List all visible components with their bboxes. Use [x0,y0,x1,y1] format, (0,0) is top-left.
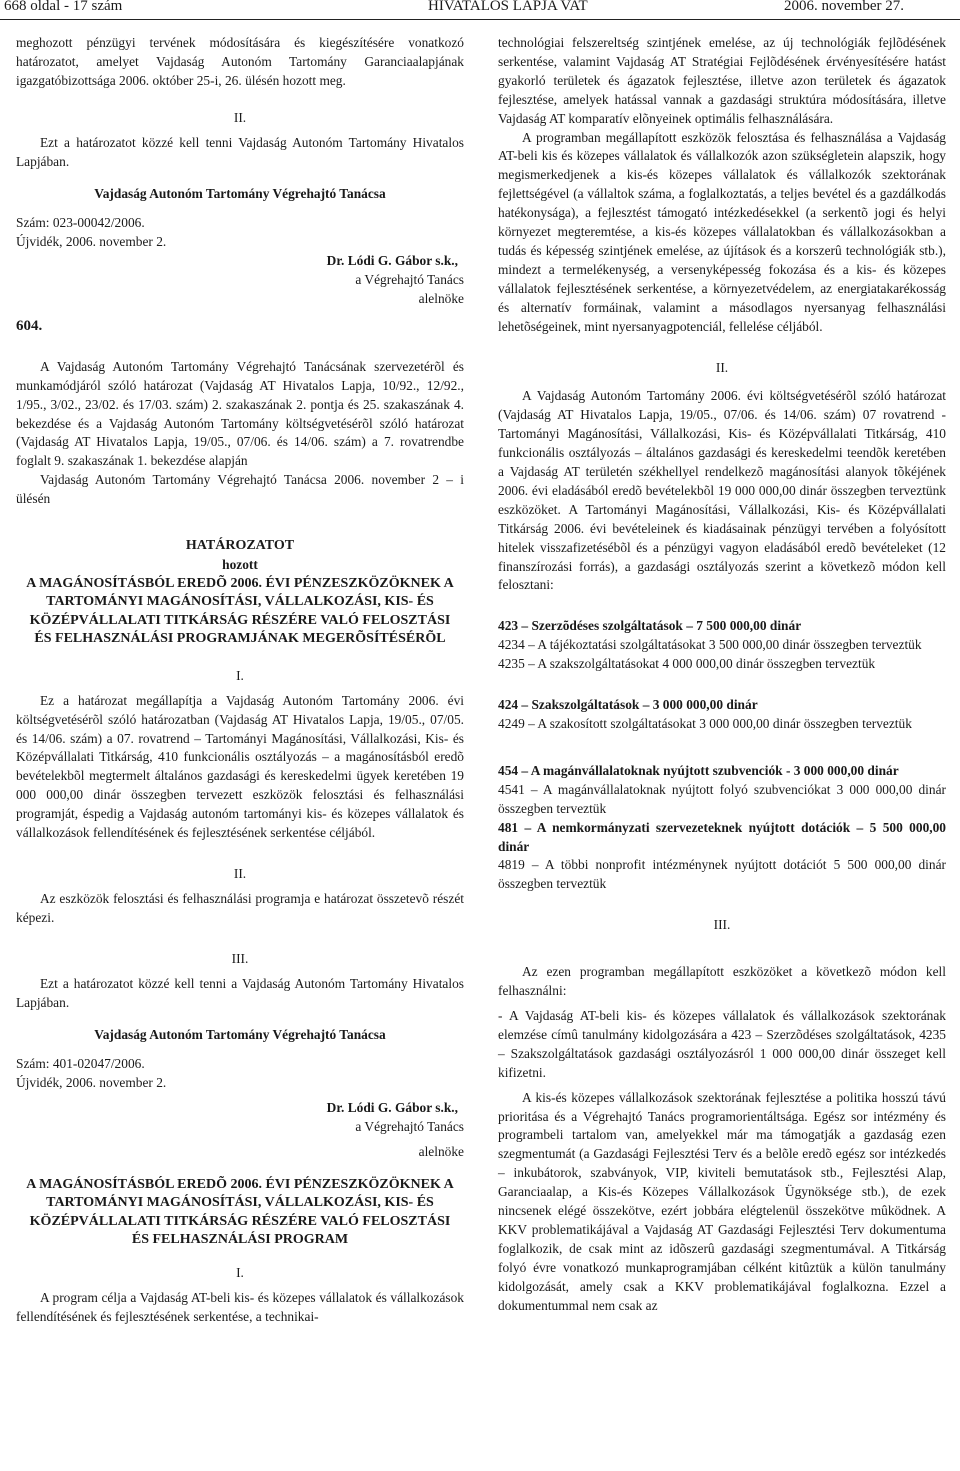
signer-name: Dr. Lódi G. Gábor s.k., [326,1100,458,1116]
account-line-4819: 4819 – A többi nonprofit intézménynek nyújtott dotációt 5 500 000,00 dinár összegben terveztük [498,857,946,892]
publication-notice: Ezt a határozatot közzé kell tenni a Vajdaság Autonóm Tartomány Hivatalos Lapjában. [16,975,464,1010]
account-line-4235: 4235 – A szakszolgáltatásokat 4 000 000,00 dinár összegben terveztük [498,656,876,672]
section-i-text: Ez a határozat megállapítja a Vajdaság Autonóm Tartomány 2006. évi költségvetésérõl szóló határozatban (Vajdaság AT Hivatalos Lapja, 19/05., 07/05. és 14/06. szám) a 07. rovatrend – Tartományi Magánosítási, Vállalkozási, Kis- és Középvállalati Titkárság, 410 funkcionális osztályozás – a magánosításból eredõ bevételekbõl megtermelt általános gazdasági és kereskedelmi ügyek keretében 19 000 000,00 dinár összegben tervezett eszközök felosztási és felhasználási programját, éspedig a Vajdaság autonóm tartományi kis- és közepes vállalatok és vállalkozások fellendítésének és fejlesztésének serkentése céljából. [16,692,464,841]
place-date: Újvidék, 2006. november 2. [16,234,167,250]
page-header [0,0,960,20]
page-number: 668 oldal - 17 szám [4,0,123,14]
section-heading: II. [715,359,729,375]
paragraph: technológiai felszereltség szintjének emelése, az új technológiák fejlõdésének serkentése, valamint Vajdaság AT Stratégiai Fejlõdésének érvényesítésére hatást gyakorló területek és ágazatok fejlesztése, illetve azon területek és ágazatok fejlesztése, amelyek hatással vannak a gazdasági struktúra módosítására, illetve Vajdaság AT komparatív elõnyeinek optimális felhasználására. [498,35,946,126]
issuing-body: Vajdaság Autonóm Tartomány Végrehajtó Tanácsa [94,186,386,202]
signer-title: alelnöke [418,1143,464,1159]
left-column [16,34,464,1327]
issuing-body: Vajdaság Autonóm Tartomány Végrehajtó Tanácsa [94,1027,386,1043]
right-column [498,34,946,1315]
decision-title: A MAGÁNOSÍTÁSBÓL EREDÕ 2006. ÉVI PÉNZESZKÖZÖKNEK A TARTOMÁNYI MAGÁNOSÍTÁSI, VÁLLALKOZÁSI, KIS- ÉS KÖZÉPVÁLLALATI TITKÁRSÁG RÉSZÉRE VALÓ FELOSZTÁSI ÉS FELHASZNÁLÁSI PROGRAMJÁNAK MEGERÕSÍTÉSÉRÕL [26,575,454,647]
account-line-4249: 4249 – A szakosított szolgáltatásokat 3 000 000,00 dinár összegben terveztük [498,716,912,731]
publication-title: HIVATALOS LAPJA VAT [428,0,588,14]
section-ii-text: Az eszközök felosztási és felhasználási programja e határozat összetevõ részét képezi. [16,890,464,925]
decision-word: HATÁROZATOT [185,538,295,554]
reference-number: Szám: 023-00042/2006. [16,215,145,231]
item-number: 604. [16,317,43,334]
publication-notice: Ezt a határozatot közzé kell tenni Vajdaság Autonóm Tartomány Hivatalos Lapjában. [16,134,464,169]
intro-paragraph: meghozott pénzügyi tervének módosítására és kiegészítésére vonatkozó határozatot, amelyet Vajdaság Autonóm Tartomány Garanciaalapjának igazgatóbizottsága 2006. október 25-i, 26. ülésén hozott meg. [16,35,464,88]
signer-role: a Végrehajtó Tanács [355,1119,464,1135]
account-heading-481: 481 – A nemkormányzati szervezeteknek nyújtott dotációk – 5 500 000,00 dinár [498,819,946,854]
signer-role: a Végrehajtó Tanács [355,272,464,288]
section-heading: III. [713,917,731,933]
preamble-paragraph: A Vajdaság Autonóm Tartomány Végrehajtó Tanácsának szervezetérõl és munkamódjáról szóló határozat (Vajdaság AT Hivatalos Lapja, 10/92., 12/92., 1/95., 3/02., 23/02. és 17/03. szám) 2. szakaszának 2. pontja és 25. szakaszának 4. bekezdése és a Vajdaság Autonóm Tartomány költségvetésérõl szóló határozat (Vajdaság AT Hivatalos Lapja, 19/05., 07/06. és 14/06. szám) a 7. rovatrendbe foglalt 9. szakaszának 1. bekezdése alapján [16,358,464,469]
account-line-4234: 4234 – A tájékoztatási szolgáltatásokat 3 500 000,00 dinár összegben terveztük [498,637,922,653]
paragraph: A Vajdaság Autonóm Tartomány 2006. évi költségvetésérõl szóló határozat (Vajdaság AT Hivatalos Lapja, 19/05., 07/06. és 14/06. szám) 07 rovatrend - Tartományi Magánosítási, Vállalkozási, Kis- és Középvállalati Titkárság, 410 funkcionális osztályozás – általános gazdasági és kereskedelmi teendõk keretében a Vajdaság AT területén székhellyel rendelkezõ magánosítási alanyok tõkéjének 2006. évi eladásából eredõ bevételekbõl 19 000 000,00 dinár összegben terveztünk eszközöket. A Tartományi Magánosítási, Vállalkozási, Kis- és Középvállalati Titkárság 2006. évi bevételeinek és kiadásainak pénzügyi tervében a folyósított hitelek visszafizetésébõl és a pénzügyi vagyon eladásából eredõ bevételeket (12 finanszírozási forrás), a gazdasági osztályozás szerint a következõ módon kell felosztani: [498,388,946,593]
account-heading-424: 424 – Szakszolgáltatások – 3 000 000,00 dinár [498,697,758,713]
paragraph: - A Vajdaság AT-beli kis- és közepes vállalatok és vállalkozások szektorának elemzése címû tanulmány kidolgozására a 423 – Szerzõdéses szolgáltatások, 4235 – Szakszolgáltatások gazdasági osztályozásról 1 000 000,00 dinár összeget kell kifizetni. [498,1007,946,1080]
section-heading: III. [231,950,249,966]
account-heading-454: 454 – A magánvállalatoknak nyújtott szubvenciók - 3 000 000,00 dinár [498,762,899,778]
preamble-continuation: Vajdaság Autonóm Tartomány Végrehajtó Tanácsa 2006. november 2 – i ülésén [16,472,464,507]
account-heading-423: 423 – Szerzõdéses szolgáltatások – 7 500 000,00 dinár [498,618,802,634]
paragraph: A programban megállapított eszközök felosztása és felhasználása a Vajdaság AT-beli kis és közepes vállalatok és vállalkozók azon szükségletein alapszik, hogy megismerkedjenek a kis-és közepes vállalatok és vállalkozók szektorának fejlettségével (a vállaltok száma, a foglalkoztatás, a teljes bevétel és a gazdálkodás hatékonysága), a fejlesztést támogató intézkedésekkel (a serkentõ jogi és helyi környezet megteremtése, a kis-és közepes vállalatokban és vállalkozásokban a tudás és képesség szintjének emelése, az újítások és a korszerû technológiák stb.), mindezt a termelékenység, a versenyképesség fokozása és a kis- és közepes vállalatok fejlesztésének serkentése, a környezetvédelem, az energiatakarékosság és alternatív formáinak, valamint a másodlagos nyersanyag felhasználási lehetõségeinek, mint nyersanyagpotenciál, fellelése céljából. [498,129,946,334]
paragraph: A kis-és közepes vállalkozások szektorának fejlesztése a politika hosszú távú prioritása és a Végrehajtó Tanács programorientáltsága. Egész sor intézmény és programbeli tartalom van, amelyekkel már ma támogatják a gazdaság ezen szegmentumát (a Gazdasági Fejlesztési Terv és a belõle eredõ egész sor intézkedés – inkubátorok, szabványok, VIP, kiviteli bemutatások stb., Fejlesztési Alap, Garanciaalap, a Kis-és Közepes Vállalkozások Ügynöksége stb.), de ezek nincsenek elégé összekötve, ezért jobbára elégtelenül összekötve mûködnek. A KKV problematikájával a Vajdaság AT Gazdasági Fejlesztési Terv dokumentuma foglalkozik, de csak mint az idõszerû gazdasági szegmentumával. A Titkárság folyó évre vonatkozó munkaprogramjában célként kitûztük a külön tanulmány kidolgozását, amely csak a KKV problematikájával foglalkozna. Ezzel a dokumentummal nem csak az [498,1089,946,1313]
section-heading: I. [236,1264,244,1280]
signer-title: alelnöke [418,290,464,306]
reference-number: Szám: 401-02047/2006. [16,1056,145,1072]
place-date: Újvidék, 2006. november 2. [16,1075,167,1091]
decision-hozott: hozott [222,556,258,572]
paragraph: Az ezen programban megállapított eszközöket a következõ módon kell felhasználni: [498,964,946,999]
section-heading: II. [233,866,247,881]
issue-date: 2006. november 27. [784,0,904,14]
signer-name: Dr. Lódi G. Gábor s.k., [326,253,458,269]
account-line-4541: 4541 – A magánvállalatoknak nyújtott folyó szubvenciókat 3 000 000,00 dinár összegben terveztük [498,781,946,816]
section-heading: II. [233,109,247,125]
program-title: A MAGÁNOSÍTÁSBÓL EREDÕ 2006. ÉVI PÉNZESZKÖZÖKNEK A TARTOMÁNYI MAGÁNOSÍTÁSI, VÁLLALKOZÁSI, KIS- ÉS KÖZÉPVÁLLALATI TITKÁRSÁG RÉSZÉRE VALÓ FELOSZTÁSI ÉS FELHASZNÁLÁSI PROGRAM [26,1176,454,1248]
program-section-i-text: A program célja a Vajdaság AT-beli kis- és közepes vállalatok és vállalkozások fellendítésének és fejlesztésének serkentése, a technikai- [16,1289,464,1324]
section-heading: I. [236,667,244,683]
